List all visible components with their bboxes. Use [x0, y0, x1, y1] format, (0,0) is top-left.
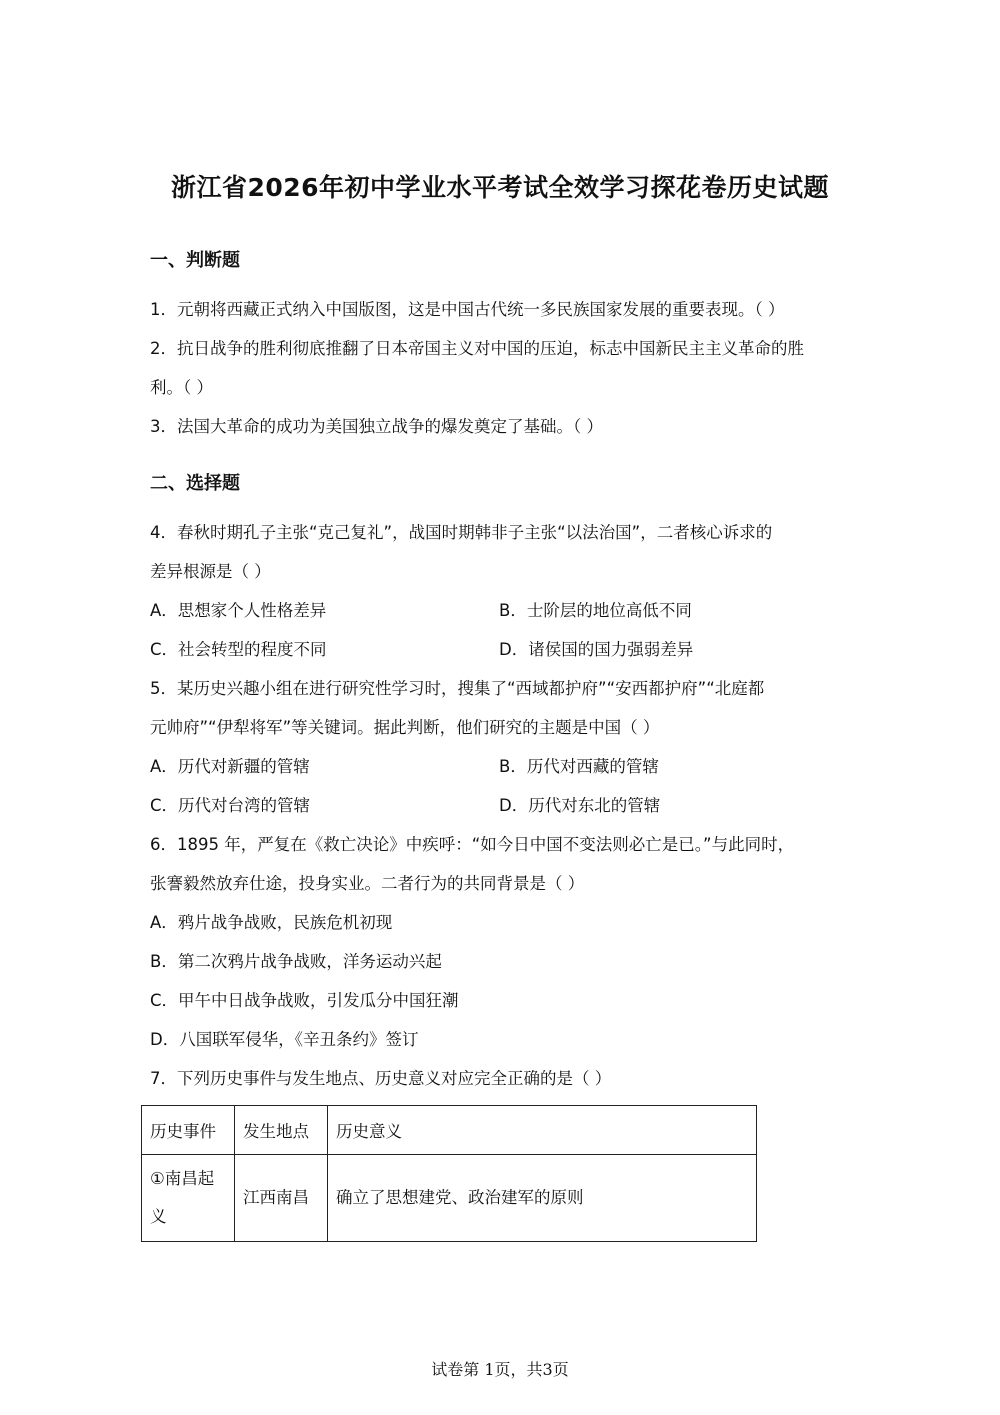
question-5-option-a: A．历代对新疆的管辖: [150, 757, 310, 776]
table-header-cell: 发生地点: [235, 1106, 328, 1155]
question-5-option-c: C．历代对台湾的管辖: [150, 796, 311, 815]
question-5-line-2: 元帅府”“伊犁将军”等关键词。据此判断，他们研究的主题是中国（ ）: [150, 718, 660, 737]
table-header-cell: 历史事件: [142, 1106, 235, 1155]
question-2-line-2: 利。（ ）: [150, 378, 213, 397]
section-choice-heading: 二、选择题: [150, 473, 240, 494]
table-cell: ①南昌起义: [142, 1155, 235, 1242]
question-4-option-a: A．思想家个人性格差异: [150, 601, 327, 620]
table-header-row: [142, 1106, 757, 1155]
question-6-line-1: 6．1895 年，严复在《救亡决论》中疾呼：“如今日中国不变法则必亡是已。”与此同时，: [150, 835, 795, 854]
question-6-line-2: 张謇毅然放弃仕途，投身实业。二者行为的共同背景是（ ）: [150, 874, 585, 893]
question-6-option-b: B．第二次鸦片战争战败，洋务运动兴起: [150, 952, 442, 971]
question-5-option-d: D．历代对东北的管辖: [499, 796, 661, 815]
page-footer: 试卷第 1页，共3页: [431, 1360, 569, 1379]
question-5-line-1: 5．某历史兴趣小组在进行研究性学习时，搜集了“西域都护府”“安西都护府”“北庭都: [150, 679, 765, 698]
question-4-option-d: D．诸侯国的国力强弱差异: [499, 640, 694, 659]
section-judge-heading: 一、判断题: [150, 250, 240, 271]
question-5-option-b: B．历代对西藏的管辖: [499, 757, 659, 776]
table-cell: 江西南昌: [235, 1155, 328, 1242]
table-header-cell: 历史意义: [328, 1106, 757, 1155]
question-6-option-d: D．八国联军侵华，《辛丑条约》签订: [150, 1030, 419, 1049]
question-4-option-c: C．社会转型的程度不同: [150, 640, 327, 659]
question-6-option-a: A．鸦片战争战败，民族危机初现: [150, 913, 393, 932]
question-7: 7．下列历史事件与发生地点、历史意义对应完全正确的是（ ）: [150, 1069, 612, 1088]
question-3: 3．法国大革命的成功为美国独立战争的爆发奠定了基础。（ ）: [150, 417, 603, 436]
page-title: 浙江省2026年初中学业水平考试全效学习探花卷历史试题: [170, 173, 830, 202]
question-4-line-2: 差异根源是（ ）: [150, 562, 271, 581]
question-4-line-1: 4．春秋时期孔子主张“克己复礼”，战国时期韩非子主张“以法治国”，二者核心诉求的: [150, 523, 773, 542]
question-7-table: [141, 1105, 757, 1242]
question-1: 1．元朝将西藏正式纳入中国版图，这是中国古代统一多民族国家发展的重要表现。（ ）: [150, 300, 785, 319]
table-cell: 确立了思想建党、政治建军的原则: [328, 1155, 757, 1242]
question-4-option-b: B．士阶层的地位高低不同: [499, 601, 692, 620]
question-6-option-c: C．甲午中日战争战败，引发瓜分中国狂潮: [150, 991, 459, 1010]
table-row: [142, 1155, 757, 1242]
question-2-line-1: 2．抗日战争的胜利彻底推翻了日本帝国主义对中国的压迫，标志中国新民主主义革命的胜: [150, 339, 804, 358]
